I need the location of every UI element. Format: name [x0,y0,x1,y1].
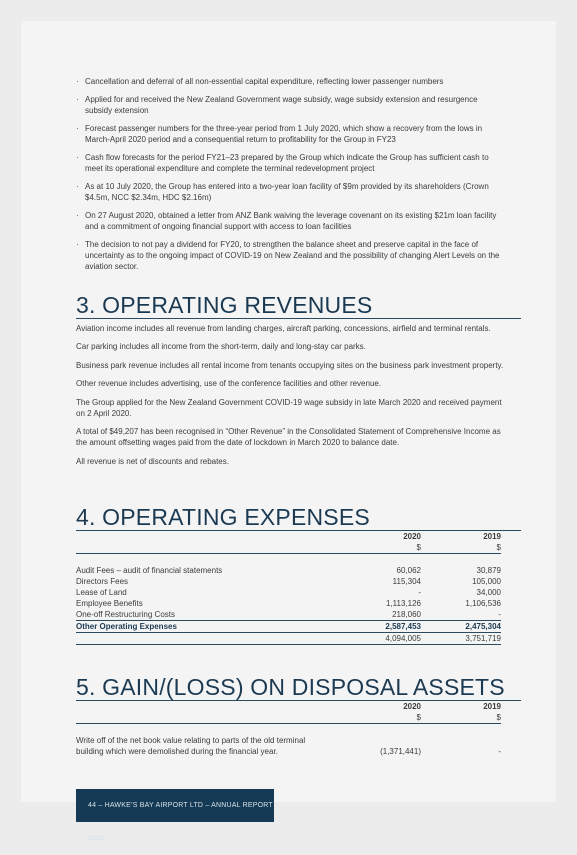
year-header: 2020 [403,532,421,541]
value-2020: (1,371,441) [380,747,421,756]
section-3-heading: 3. OPERATING REVENUES [76,292,521,319]
value-2020: - [418,588,421,597]
currency-label: $ [341,542,421,554]
total-2019: 3,751,719 [421,633,501,645]
value-2020: 2,587,453 [341,621,421,633]
paragraph: Car parking includes all income from the short-term, daily and long-stay car parks. [76,342,366,352]
bullet-item: · Cancellation and deferral of all non-essential capital expenditure, reflecting lower passenger numbers [76,76,506,87]
table-row [76,587,501,598]
page-footer: 44 – HAWKE’S BAY AIRPORT LTD – ANNUAL REPORT 2020 [76,789,274,822]
value-2019: 1,106,536 [465,599,501,608]
operating-expenses-table [76,531,501,645]
table-row [76,746,501,757]
value-2019: - [498,747,501,756]
row-label: Other Operating Expenses [76,621,341,633]
paragraph: The Group applied for the New Zealand Government COVID-19 wage subsidy in late March 2020 and received payment on 2 April 2020. [76,397,502,418]
row-label: Audit Fees – audit of financial statements [76,566,223,575]
table-header-row [76,531,501,542]
value-2019: - [498,610,501,619]
row-label: building which were demolished during the financial year. [76,747,278,756]
table-row [76,565,501,576]
paragraph: Aviation income includes all revenue from landing charges, aircraft parking, concessions, airfield and terminal rentals. [76,324,491,333]
currency-row [76,542,501,554]
other-expenses-row [76,621,501,633]
disposal-assets-table [76,701,501,757]
table-row [76,576,501,587]
value-2020: 115,304 [392,577,421,586]
total-2020: 4,094,005 [341,633,421,645]
row-label: Write off of the net book value relating to parts of the old terminal [76,736,306,745]
value-2019: 30,879 [476,566,501,575]
row-label: Employee Benefits [76,599,143,608]
paragraph: All revenue is net of discounts and rebates. [76,456,229,466]
table-row [76,735,501,746]
bullet-item: · Applied for and received the New Zealand Government wage subsidy, wage subsidy extension and resurgence subsidy extension [76,94,506,116]
bullet-item: · Forecast passenger numbers for the three-year period from 1 July 2020, which show a recovery from the lows in March-April 2020 period and a consequential return to profitability for the Group in FY23 [76,123,506,145]
bullet-item: · Cash flow forecasts for the period FY21–23 prepared by the Group which indicate the Group has sufficient cash to meet its operational expenditure and complete the terminal redevelopment project [76,152,506,174]
bullet-list [76,76,506,279]
section-3-body [76,323,506,474]
report-page [21,21,556,842]
currency-row [76,712,501,724]
currency-label: $ [341,712,421,724]
value-2020: 218,060 [392,610,421,619]
section-4-heading: 4. OPERATING EXPENSES [76,504,521,531]
table-row [76,609,501,621]
paragraph: Other revenue includes advertising, use of the conference facilities and other revenue. [76,379,382,389]
value-2020: 1,113,126 [386,599,421,608]
table-header-row [76,701,501,712]
bullet-item: · As at 10 July 2020, the Group has entered into a two-year loan facility of $9m provided by its shareholders (Crown $4.5m, NCC $2.34m, HDC $2.16m) [76,181,506,203]
section-5-heading: 5. GAIN/(LOSS) ON DISPOSAL ASSETS [76,674,521,701]
row-label: Directors Fees [76,577,129,586]
bullet-item: · On 27 August 2020, obtained a letter from ANZ Bank waiving the leverage covenant on its existing $21m loan facility and a commitment of ongoing financial support with access to loan facilities [76,210,506,232]
value-2020: 60,062 [396,566,421,575]
paragraph: A total of $49,207 has been recognised in “Other Revenue” in the Consolidated Statement of Comprehensive Income as the amount offsetting wages paid from the date of lockdown in March 2020 to balance date. [76,427,501,448]
value-2019: 105,000 [472,577,501,586]
year-header: 2020 [403,702,421,711]
paragraph: Business park revenue includes all rental income from tenants occupying sites on the business park investment property. [76,360,504,370]
bullet-item: · The decision to not pay a dividend for FY20, to strengthen the balance sheet and preserve capital in the face of uncertainty as to the ongoing impact of COVID-19 on New Zealand and the possibility of changing Alert Levels on the aviation sector. [76,239,506,273]
currency-label: $ [421,542,501,554]
currency-label: $ [421,712,501,724]
row-label: One-off Restructuring Costs [76,610,176,619]
year-header: 2019 [483,532,501,541]
total-row [76,633,501,645]
value-2019: 34,000 [476,588,501,597]
year-header: 2019 [483,702,501,711]
value-2019: 2,475,304 [421,621,501,633]
table-row [76,598,501,609]
row-label: Lease of Land [76,588,127,597]
